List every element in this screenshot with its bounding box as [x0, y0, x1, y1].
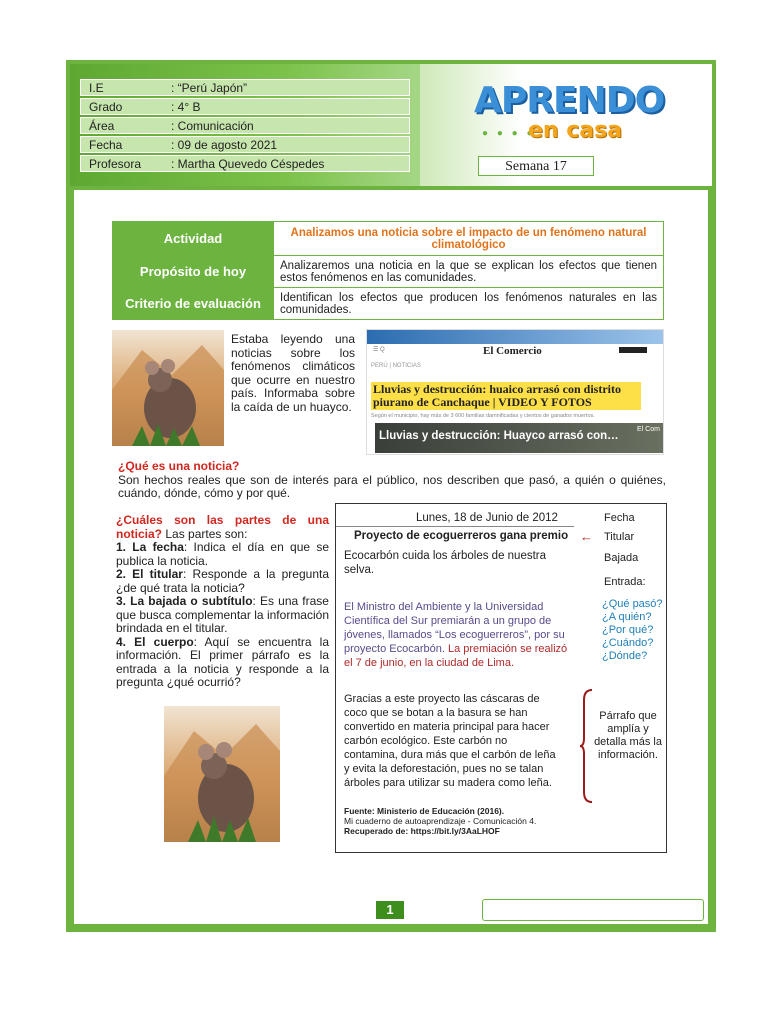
info-value: : 4° B	[171, 100, 201, 114]
example-date: Lunes, 18 de Junio de 2012	[416, 512, 558, 524]
partes-item-label: 1. La fecha	[116, 540, 184, 554]
partes-item	[116, 595, 329, 636]
info-key: Área	[89, 119, 115, 133]
example-lead-b: La premiación se realizó el 7 de junio, en la ciudad de Lima.	[344, 643, 568, 669]
partes-title-line	[116, 514, 329, 541]
example-body: Gracias a este proyecto las cáscaras de coco que se botan a la basura se han convertido en materia principal para hacer carbón ecológico. Este carbón no contamina, dura más que el carbón de leña y evita la deforestación, pues no se talan árboles para utilizar su madera como leña.	[344, 693, 556, 789]
question-label: ¿Qué pasó?	[602, 598, 663, 610]
partes-item	[116, 541, 329, 568]
info-row-ie	[80, 79, 410, 96]
que-es-text: Son hechos reales que son de interés para el público, nos describen que pasó, a quién o quiénes, cuándo, dónde, cómo y por qué.	[118, 472, 666, 500]
question-label: ¿Por qué?	[602, 624, 654, 636]
example-lead-a: El Ministro del Ambiente y la Universidad Científica del Sur premiarán a un grupo de jóvenes, llamados “Los ecoguerreros”, por su proyecto Ecocarbón.	[344, 601, 565, 655]
info-value: : 09 de agosto 2021	[171, 138, 278, 152]
partes-item-text: : Responde a la pregunta ¿de qué trata la noticia?	[116, 567, 329, 595]
question-label: ¿Cuándo?	[602, 637, 654, 649]
example-divider	[336, 526, 574, 527]
chinchilla-image-2	[164, 706, 280, 842]
info-key: I.E	[89, 81, 104, 95]
news-clip	[366, 329, 664, 455]
partes-title: ¿Cuáles son las partes de una noticia?	[116, 513, 329, 541]
news-brand: El Comercio	[483, 345, 542, 357]
partes-item-label: 2. El titular	[116, 567, 183, 581]
proposito-text: Analizaremos una noticia en la que se explican los efectos que tienen estos fenómenos en las comunidades.	[274, 256, 664, 288]
entrada-questions	[602, 598, 663, 663]
label-parrafo: Párrafo que amplía y detalla más la información.	[594, 710, 662, 761]
info-key: Grado	[89, 100, 123, 114]
partes-section	[116, 514, 329, 690]
info-row-fecha	[80, 136, 410, 153]
example-news-box	[335, 503, 667, 853]
label-bajada: Bajada	[604, 552, 639, 564]
news-video-title: Lluvias y destrucción: Huayco arrasó con…	[379, 430, 619, 442]
news-subscribe-button	[619, 347, 647, 353]
menu-icon: ☰ Q	[373, 347, 385, 353]
example-source	[344, 806, 536, 836]
partes-item	[116, 568, 329, 595]
criterio-text: Identifican los efectos que producen los fenómenos naturales en las comunidades.	[274, 288, 664, 320]
label-fecha: Fecha	[604, 512, 635, 524]
que-es-title: ¿Qué es una noticia?	[118, 459, 240, 473]
criterio-label: Criterio de evaluación	[113, 288, 274, 320]
partes-item-label: 4. El cuerpo	[116, 634, 194, 649]
news-top-bar	[367, 330, 663, 344]
example-bajada: Ecocarbón cuida los árboles de nuestra selva.	[344, 550, 547, 576]
label-titular: Titular	[604, 531, 635, 543]
partes-intro: Las partes son:	[162, 526, 248, 541]
aprendo-logo: APRENDO	[474, 80, 665, 121]
page-number: 1	[376, 901, 404, 919]
partes-item-text: : Indica el día en que se publica la noticia.	[116, 540, 329, 568]
chinchilla-illustration-icon	[112, 330, 224, 446]
partes-item-text: : Es una frase que busca complementar la información brindada en el titular.	[116, 594, 329, 635]
info-value: : “Perú Japón”	[171, 81, 248, 95]
news-video-tag: El Com	[637, 426, 660, 433]
info-key: Profesora	[89, 157, 142, 171]
example-source-line: Recuperado de: https://bit.ly/3AaLHOF	[344, 826, 500, 836]
semana-badge: Semana 17	[478, 156, 594, 176]
partes-item-text: : Aquí se encuentra la información. El primer párrafo es la entrada a la noticia y responde a la pregunta ¿qué ocurrió?	[116, 634, 329, 689]
example-source-line: Fuente: Ministerio de Educación (2016).	[344, 806, 505, 816]
news-headline: Lluvias y destrucción: huaico arrasó con distrito piurano de Canchaque | VIDEO Y FOTOS	[371, 382, 641, 410]
info-value: : Martha Quevedo Céspedes	[171, 157, 325, 171]
arrow-left-icon: ←	[580, 529, 593, 544]
chinchilla-illustration-icon	[164, 706, 280, 842]
actividad-text: Analizamos una noticia sobre el impacto de un fenómeno natural climatológico	[274, 222, 664, 256]
actividad-label: Actividad	[113, 222, 274, 256]
proposito-label: Propósito de hoy	[113, 256, 274, 288]
aprendo-logo-sub: en casa	[528, 118, 623, 143]
example-lead	[344, 600, 570, 670]
partes-item	[116, 636, 329, 690]
footer-box	[482, 899, 704, 921]
chinchilla-image	[112, 330, 224, 446]
info-key: Fecha	[89, 138, 123, 152]
logo-dots-icon: ● ● ● ●	[482, 128, 536, 139]
partes-item-label: 3. La bajada o subtítulo	[116, 594, 253, 608]
info-row-area	[80, 117, 410, 134]
activity-table	[112, 221, 664, 320]
example-headline: Proyecto de ecoguerreros gana premio	[354, 530, 569, 542]
question-label: ¿A quién?	[602, 611, 652, 623]
news-sub: Según el municipio, hay más de 3 600 familias damnificadas y cientos de ganados muertos.	[371, 413, 595, 419]
info-value: : Comunicación	[171, 119, 254, 133]
info-row-grado	[80, 98, 410, 115]
example-source-line: Mi cuaderno de autoaprendizaje - Comunicación 4.	[344, 816, 537, 826]
question-label: ¿Dónde?	[602, 650, 648, 662]
intro-text: Estaba leyendo una noticias sobre los fenómenos climáticos que ocurre en nuestro país. Informaba sobre la caída de un huayco.	[231, 332, 355, 414]
news-video-thumbnail	[375, 423, 663, 453]
label-entrada: Entrada:	[604, 576, 646, 588]
info-row-profesora	[80, 155, 410, 172]
que-es-section	[118, 460, 666, 501]
news-section: PERÚ | NOTICIAS	[371, 363, 421, 369]
